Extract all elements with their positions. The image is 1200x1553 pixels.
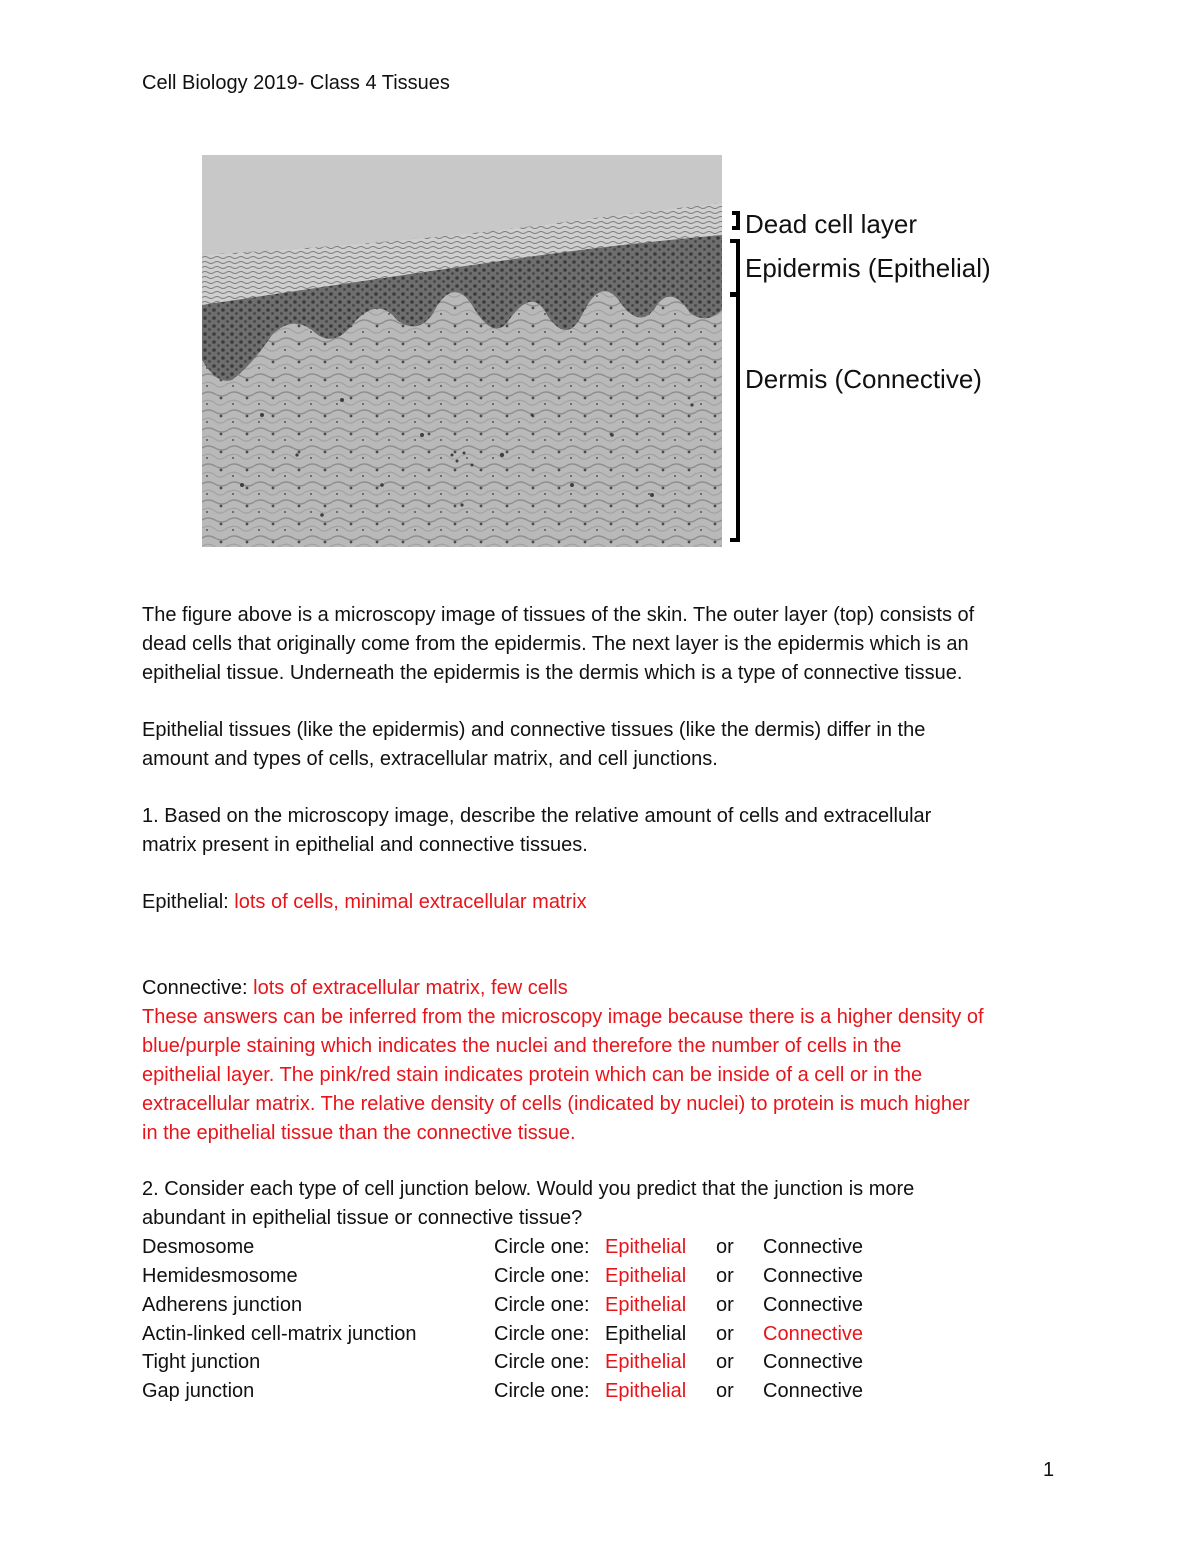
epithelial-answer-line	[142, 888, 1072, 917]
intro-line: The figure above is a microscopy image of tissues of the skin. The outer layer (top) consists of	[142, 604, 975, 626]
explanation-line: epithelial layer. The pink/red stain indicates protein which can be inside of a cell or in the	[142, 1064, 923, 1086]
explanation-line: in the epithelial tissue than the connective tissue.	[142, 1122, 576, 1144]
question-1-line: 1. Based on the microscopy image, describe the relative amount of cells and extracellular	[142, 805, 932, 827]
circle-one-label: Circle one:	[494, 1351, 590, 1373]
option-epithelial[interactable]: Epithelial	[605, 1323, 687, 1345]
question-2-line: abundant in epithelial tissue or connective tissue?	[142, 1207, 583, 1229]
differ-line: amount and types of cells, extracellular matrix, and cell junctions.	[142, 748, 718, 770]
option-epithelial[interactable]: Epithelial	[605, 1236, 687, 1258]
intro-line: epithelial tissue. Underneath the epidermis is the dermis which is a type of connective tissue.	[142, 662, 963, 684]
question-2	[142, 1175, 1072, 1233]
intro-line: dead cells that originally come from the epidermis. The next layer is the epidermis which is an	[142, 633, 969, 655]
junction-row	[142, 1233, 902, 1262]
junction-name: Desmosome	[142, 1236, 255, 1258]
junction-row	[142, 1348, 902, 1377]
junction-name: Tight junction	[142, 1351, 261, 1373]
or-label: or	[716, 1265, 734, 1287]
connective-answer-block	[142, 974, 1072, 1148]
option-connective[interactable]: Connective	[763, 1351, 864, 1373]
question-1	[142, 802, 1072, 860]
question-1-line: matrix present in epithelial and connective tissues.	[142, 834, 588, 856]
skin-tissue-illustration	[202, 155, 722, 547]
option-epithelial[interactable]: Epithelial	[605, 1380, 687, 1402]
option-epithelial[interactable]: Epithelial	[605, 1265, 687, 1287]
explanation-line: These answers can be inferred from the microscopy image because there is a higher density of	[142, 1006, 984, 1028]
junction-row	[142, 1377, 902, 1406]
junction-name: Actin-linked cell-matrix junction	[142, 1323, 417, 1345]
option-epithelial[interactable]: Epithelial	[605, 1351, 687, 1373]
circle-one-label: Circle one:	[494, 1294, 590, 1316]
dermis-label: Dermis (Connective)	[745, 364, 982, 394]
epithelial-label: Epithelial:	[142, 891, 235, 913]
circle-one-label: Circle one:	[494, 1265, 590, 1287]
circle-one-label: Circle one:	[494, 1380, 590, 1402]
junction-row	[142, 1320, 902, 1349]
or-label: or	[716, 1323, 734, 1345]
explanation-line: blue/purple staining which indicates the nuclei and therefore the number of cells in the	[142, 1035, 902, 1057]
page-header: Cell Biology 2019- Class 4 Tissues	[142, 72, 450, 94]
junction-row	[142, 1262, 902, 1291]
intro-paragraph	[142, 601, 1072, 688]
dermis-bracket	[730, 295, 738, 540]
differ-paragraph	[142, 716, 1072, 774]
dead-cell-layer-label: Dead cell layer	[745, 209, 917, 239]
option-connective[interactable]: Connective	[763, 1323, 864, 1345]
circle-one-label: Circle one:	[494, 1236, 590, 1258]
or-label: or	[716, 1380, 734, 1402]
circle-one-label: Circle one:	[494, 1323, 590, 1345]
microscopy-image	[202, 155, 722, 547]
dead-layer-bracket	[732, 213, 738, 228]
or-label: or	[716, 1351, 734, 1373]
or-label: or	[716, 1236, 734, 1258]
epidermis-bracket	[730, 241, 738, 294]
epidermis-label: Epidermis (Epithelial)	[745, 253, 991, 283]
junction-name: Gap junction	[142, 1380, 255, 1402]
junction-name: Adherens junction	[142, 1294, 303, 1316]
question-2-line: 2. Consider each type of cell junction below. Would you predict that the junction is more	[142, 1178, 915, 1200]
option-connective[interactable]: Connective	[763, 1236, 864, 1258]
option-connective[interactable]: Connective	[763, 1380, 864, 1402]
junction-name: Hemidesmosome	[142, 1265, 298, 1287]
connective-label: Connective:	[142, 977, 254, 999]
epithelial-answer: lots of cells, minimal extracellular matrix	[234, 891, 587, 913]
option-connective[interactable]: Connective	[763, 1265, 864, 1287]
option-epithelial[interactable]: Epithelial	[605, 1294, 687, 1316]
or-label: or	[716, 1294, 734, 1316]
differ-line: Epithelial tissues (like the epidermis) and connective tissues (like the dermis) differ in the	[142, 719, 926, 741]
page-number: 1	[1043, 1459, 1055, 1481]
explanation-line: extracellular matrix. The relative density of cells (indicated by nuclei) to protein is much higher	[142, 1093, 970, 1115]
option-connective[interactable]: Connective	[763, 1294, 864, 1316]
junction-row	[142, 1291, 902, 1320]
connective-answer: lots of extracellular matrix, few cells	[253, 977, 568, 999]
